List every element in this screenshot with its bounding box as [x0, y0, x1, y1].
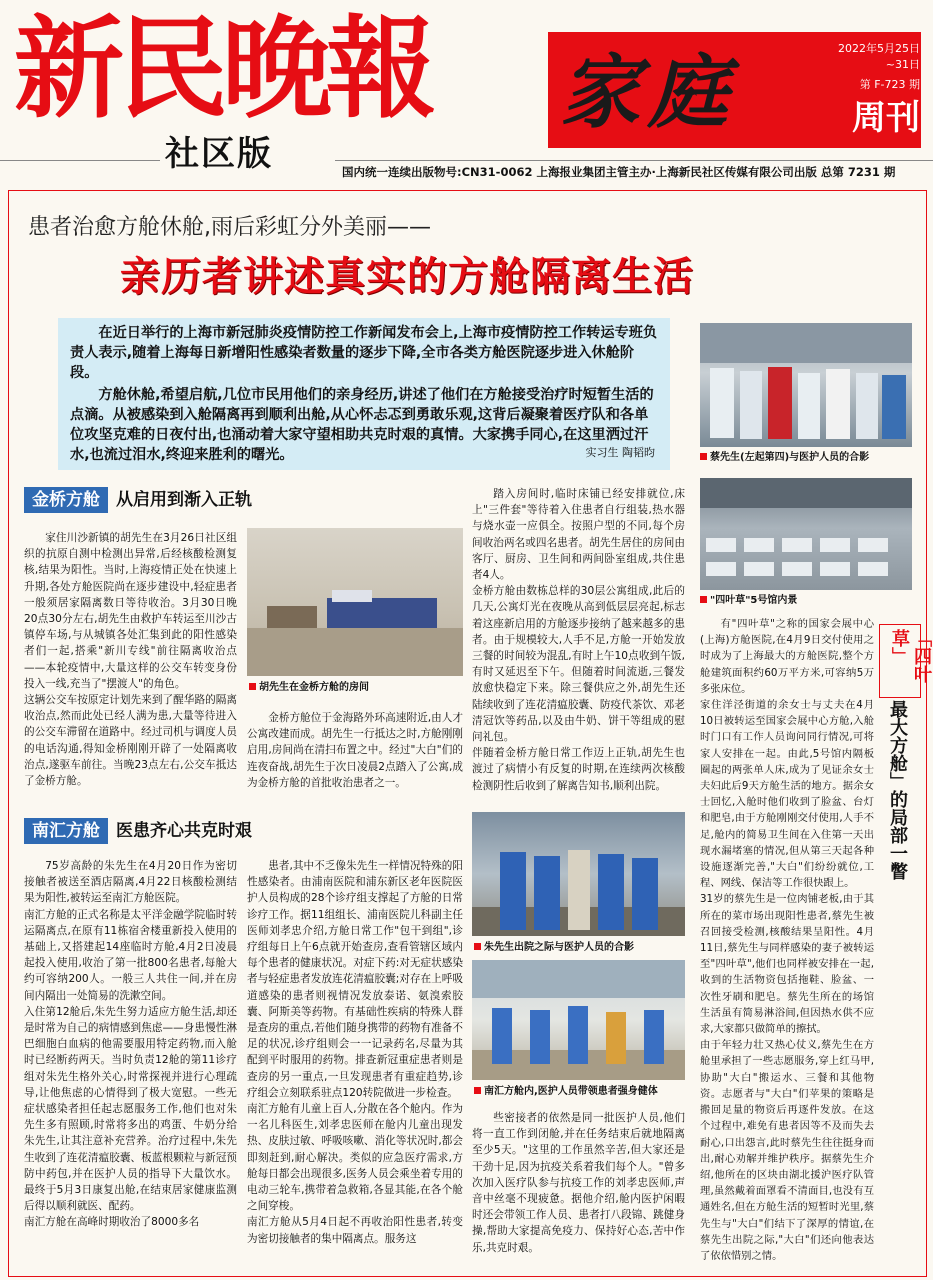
section-title-nanhui: 医患齐心共克时艰: [116, 821, 252, 841]
side-title-part-b: 最大方舱」的局部一瞥: [887, 700, 908, 880]
weekly-label: 周刊: [852, 98, 920, 138]
photo-exercise-graphic: [472, 960, 685, 1080]
section3-column: 有"四叶草"之称的国家会展中心(上海)方舱医院,在4月9日交付使用之时成为了上海最大的方舱医院,整个方舱建筑面积约60万平方米,可容纳5万多张床位。 家住洋泾街道的余女士与丈夫在4月10日被转运至国家会展中心方舱,入舱时门口有工作人员询问同行情况,可将家人安排在一起。由此,5号馆内隔板圈起的两张单人床,成为了见证余女士夫妇此后9天方舱生活的地方。据余女士回忆,入舱时他们收到了脸盆、台灯和肥皂,由于方舱刚刚交付使用,人手不足,舱内的简易卫生间在入住第一天出现水漏堵塞的情况,但从第三天起各种设施逐渐完善,"大白"们纷纷就位,工程、网线、保洁等工作很快跟上。 31岁的蔡先生是一位肉铺老板,由于其所在的菜市场出现阳性患者,蔡先生被召回接受检测,核酸结果呈阳性。4月11日,蔡先生与同样感染的妻子被转运至"四叶草",他们也同样被安排在一起,收到的生活物资包括拖鞋、脸盆、一次性牙刷和肥皂。蔡先生所在的场馆生活虽有简易淋浴间,但因热水供不应求,大家都只做简单的擦拭。 由于年轻力壮又热心仗义,蔡先生在方舱里承担了一些志愿服务,穿上红马甲,协助"大白"搬运水、三餐和其他物资。志愿者与"大白"们苹果的策略是搬回足量的物资后再逐件发放。在这个过程中,难免有患者因等不及而失去耐心,口出怨言,此时蔡先生往往挺身而出,耐心劝解并维护秩序。据蔡先生介绍,他所在的区块由湖北援沪医疗队管理,虽然戴着面罩看不清面目,也没有互通姓名,但在方舱生活的短暂时光里,蔡先生与"大白"们结下了深厚的情谊,在蔡先生出院之际,"大白"们还向他表达了依依惜别之情。: [700, 618, 874, 1262]
edition-label: 社区版: [165, 134, 273, 174]
section-title-jinqiao: 从启用到渐入正轨: [116, 490, 252, 510]
side-title-part-a: 「四叶草」: [889, 629, 932, 683]
lead-paragraph-2: 方舱休舱,希望启航,几位市民用他们的亲身经历,讲述了他们在方舱接受治疗时短暂生活的点滴。从被感染到入舱隔离再到顺利出舱,从心怀忐忑到勇敢乐观,这背后凝聚着医疗队和各单位攻坚克难的日夜付出,也涌动着大家守望相助共克时艰的真情。大家携手同心,在这里洒过汗水,也流过泪水,终迎来胜利的曙光。: [70, 387, 654, 463]
section-tag-nanhui: 南汇方舱: [24, 818, 108, 844]
photo-hall-5-interior: [700, 478, 912, 590]
photo-caption-hall: [700, 594, 797, 608]
photo-cai-with-medics: [700, 323, 912, 447]
caption-marker-icon: [474, 1087, 481, 1094]
section1-column-1: 家住川沙新镇的胡先生在3月26日社区组织的抗原自测中检测出异常,后经核酸检测复核,结果为阳性。当时,上海疫情正处在快速上升期,各处方舱医院尚在逐步建设中,轻症患者一般须居家隔离数日等待收治。3月30日晚20点30分左右,胡先生由救护车转运至川沙古镇停车场,与从城镇各处汇集到此的阳性感染者们一起,搭乘"新川专线"前往隔离收治点——本轮疫情中,大量这样的公交车转变身份投入一线,充当了"摆渡人"的角色。 这辆公交车按原定计划先来到了醒华路的隔离收治点,然而此处已经人满为患,大量等待进入的公交车滞留在道路中。经过司机与调度人员的电话沟通,得知金桥刚刚开辟了一处隔离收治点,遂驱车前往。当晚23点左右,公交车抵达了金桥方舱。: [24, 532, 237, 788]
weekly-title: 家庭: [560, 45, 736, 139]
photo-caption-exercise-text: 南汇方舱内,医护人员带领患者强身健体: [484, 1086, 658, 1097]
article-headline: 亲历者讲述真实的方舱隔离生活: [120, 254, 694, 300]
caption-marker-icon: [700, 453, 707, 460]
photo-caption-hall-text: "四叶草"5号馆内景: [710, 595, 798, 606]
caption-marker-icon: [249, 683, 256, 690]
section-header-jinqiao: [24, 487, 464, 513]
photo-caption-cai: [700, 451, 869, 465]
caption-marker-icon: [700, 596, 707, 603]
photo-zhu-discharge: [472, 812, 685, 936]
newspaper-logo: 新民晚報: [14, 4, 430, 133]
photo-hu-room: [247, 528, 463, 676]
section2-column-1: 75岁高龄的朱先生在4月20日作为密切接触者被送至酒店隔离,4月22日核酸检测结果为阳性,被转运至南汇方舱医院。 南汇方舱的正式名称是太平洋金融学院临时转运隔离点,在原有11栋宿舍楼重新投入使用的基础上,又搭建起14座临时方舱,4月2日凌晨起投入使用,收治了第一批800名患者,每舱大约可容纳200人。一般三人共住一间,并在房间内隔出一处简易的洗漱空间。 入住第12舱后,朱先生努力适应方舱生活,却还是时常为自己的病情感到焦虑——身患慢性淋巴细胞白血病的他需要服用特定药物,而入舱时已经断药两天。当时负责12舱的第11诊疗组对朱先生格外关心,时常探视并进行心理疏导,让他焦虑的心情得到了极大宽慰。一些无症状感染者担任起志愿服务工作,他们也对朱先生多有照顾,时常将多出的鸡蛋、牛奶分给朱先生,让其注意补充营养。治疗过程中,朱先生收到了连花清瘟胶囊、板蓝根颗粒与新冠预防中药包,并在医护人员的指导下大量饮水。最终于5月3日康复出舱,在结束居家健康监测后得以顺利就医、配药。 南汇方舱在高峰时期收治了8000多名: [24, 860, 237, 1229]
masthead-rule-left: [0, 160, 160, 161]
masthead-rule-right: [335, 160, 933, 161]
section1-column-2: 金桥方舱位于金海路外环高速附近,由人才公寓改建而成。胡先生一行抵达之时,方舱刚刚启用,房间尚在清扫布置之中。经过"大白"们的连夜奋战,胡先生于次日凌晨2点踏入了公寓,成为金桥方舱的首批收治患者之一。: [247, 712, 463, 789]
photo-hu-room-graphic: [247, 528, 463, 676]
photo-cai-with-medics-graphic: [700, 323, 912, 447]
photo-caption-cai-text: 蔡先生(左起第四)与医护人员的合影: [710, 452, 870, 463]
lead-credit: 实习生 陶韬昀: [585, 446, 655, 459]
section2-column-3: 些密接者的依然是同一批医护人员,他们将一直工作到闭舱,并在任务结束后就地隔离至少5天。"这里的工作虽然辛苦,但大家还是干劲十足,因为抗疫关系着我们每个人。"曾多次加入医疗队参与抗疫工作的刘孝忠医师,声音中丝毫不现疲惫。据他介绍,舱内医护闲暇时还会带领工作人员、患者打八段锦、跳健身操,帮助大家提高免疫力、保持好心态,苦中作乐,共克时艰。: [472, 1112, 685, 1254]
article-kicker: 患者治愈方舱休舱,雨后彩虹分外美丽——: [28, 215, 431, 240]
lead-paragraph-1: 在近日举行的上海市新冠肺炎疫情防控工作新闻发布会上,上海市疫情防控工作转运专班负责人表示,随着上海每日新增阳性感染者数量的逐步下降,全市各类方舱医院逐步进入休舱阶段。: [70, 325, 658, 381]
photo-zhu-discharge-graphic: [472, 812, 685, 936]
photo-caption-hu-text: 胡先生在金桥方舱的房间: [259, 682, 369, 693]
issue-number: 第 F-723 期: [859, 78, 920, 91]
photo-caption-exercise: [474, 1085, 658, 1099]
section-header-nanhui: [24, 818, 464, 844]
section2-column-2: 患者,其中不乏像朱先生一样情况特殊的阳性感染者。由浦南医院和浦东新区老年医院医护人员构成的28个诊疗组支撑起了方舱的日常诊疗工作。据11组组长、浦南医院儿科副主任医师刘孝忠介绍,方舱日常工作"包干到组",诊疗组每日上午6点就开始查房,查看管辖区域内每个患者的健康状况。对症下药:对无症状感染者与轻症患者发放连花清瘟胶囊;对存在上呼吸道感染的患者则视情况发放泰诺、氨溴索胶囊、阿斯美等药物。有基础性疾病的特殊人群是查房的重点,若他们随身携带的药物有准备不足的状况,诊疗组则会一一记录药名,尽量为其配到平时服用的药物。排查新冠重症患者则是查房的另一重点,一旦发现患者有重症趋势,诊疗组会立刻联系驻点120转院做进一步检查。 南汇方舱有儿童上百人,分散在各个舱内。作为一名儿科医生,刘孝忠医师在舱内儿童出现发热、皮肤过敏、呼吸咳嗽、消化等状况时,都会即刻赶到,耐心解决。类似的应急医疗需求,方舱每日都会出现很多,医务人员会乘坐着专用的电动三轮车,携带着急救箱,各显其能,在各个舱之间穿梭。 南汇方舱从5月4日起不再收治阳性患者,转变为密切接触者的集中隔离点。服务这: [247, 860, 463, 1245]
section-tag-jinqiao: 金桥方舱: [24, 487, 108, 513]
photo-caption-zhu-text: 朱先生出院之际与医护人员的合影: [484, 942, 634, 953]
issue-date: 2022年5月25日~31日: [838, 42, 920, 71]
caption-marker-icon: [474, 943, 481, 950]
photo-caption-hu: [249, 681, 369, 695]
photo-hall-5-interior-graphic: [700, 478, 912, 590]
photo-exercise: [472, 960, 685, 1080]
photo-caption-zhu: [474, 941, 634, 955]
side-title-box: [879, 624, 932, 698]
section1-column-3: 踏入房间时,临时床铺已经安排就位,床上"三件套"等待着入住患者自行组装,热水器与烧水壶一应俱全。按照户型的不同,每个房间收治两名或四名患者。胡先生居住的房间由客厅、厨房、卫生间和两间卧室组成,共住患者4人。 金桥方舱由数栋总样的30层公寓组成,此后的几天,公寓灯光在夜晚从高到低层层亮起,标志着这座新启用的方舱逐步接纳了越来越多的患者。由于规模较大,人手不足,方舱一开始发放三餐的时间较为混乱,有时上午10点收到午饭,有时又延迟至下午。但随着时间流逝,三餐发放愈快稳定下来。除三餐供应之外,胡先生还陆续收到了连花清瘟胶囊、防疫代茶饮、邓老清冠饮等药品,以及由牛奶、饼干等组成的慰问礼包。 伴随着金桥方舱日常工作迈上正轨,胡先生也渡过了病情小有反复的时期,在连续两次核酸检测阴性后收到了解离告知书,顺利出院。: [472, 488, 685, 792]
publication-info: 国内统一连续出版物号:CN31-0062 上海报业集团主管主办·上海新民社区传媒有限公司出版 总第 7231 期: [342, 165, 896, 179]
